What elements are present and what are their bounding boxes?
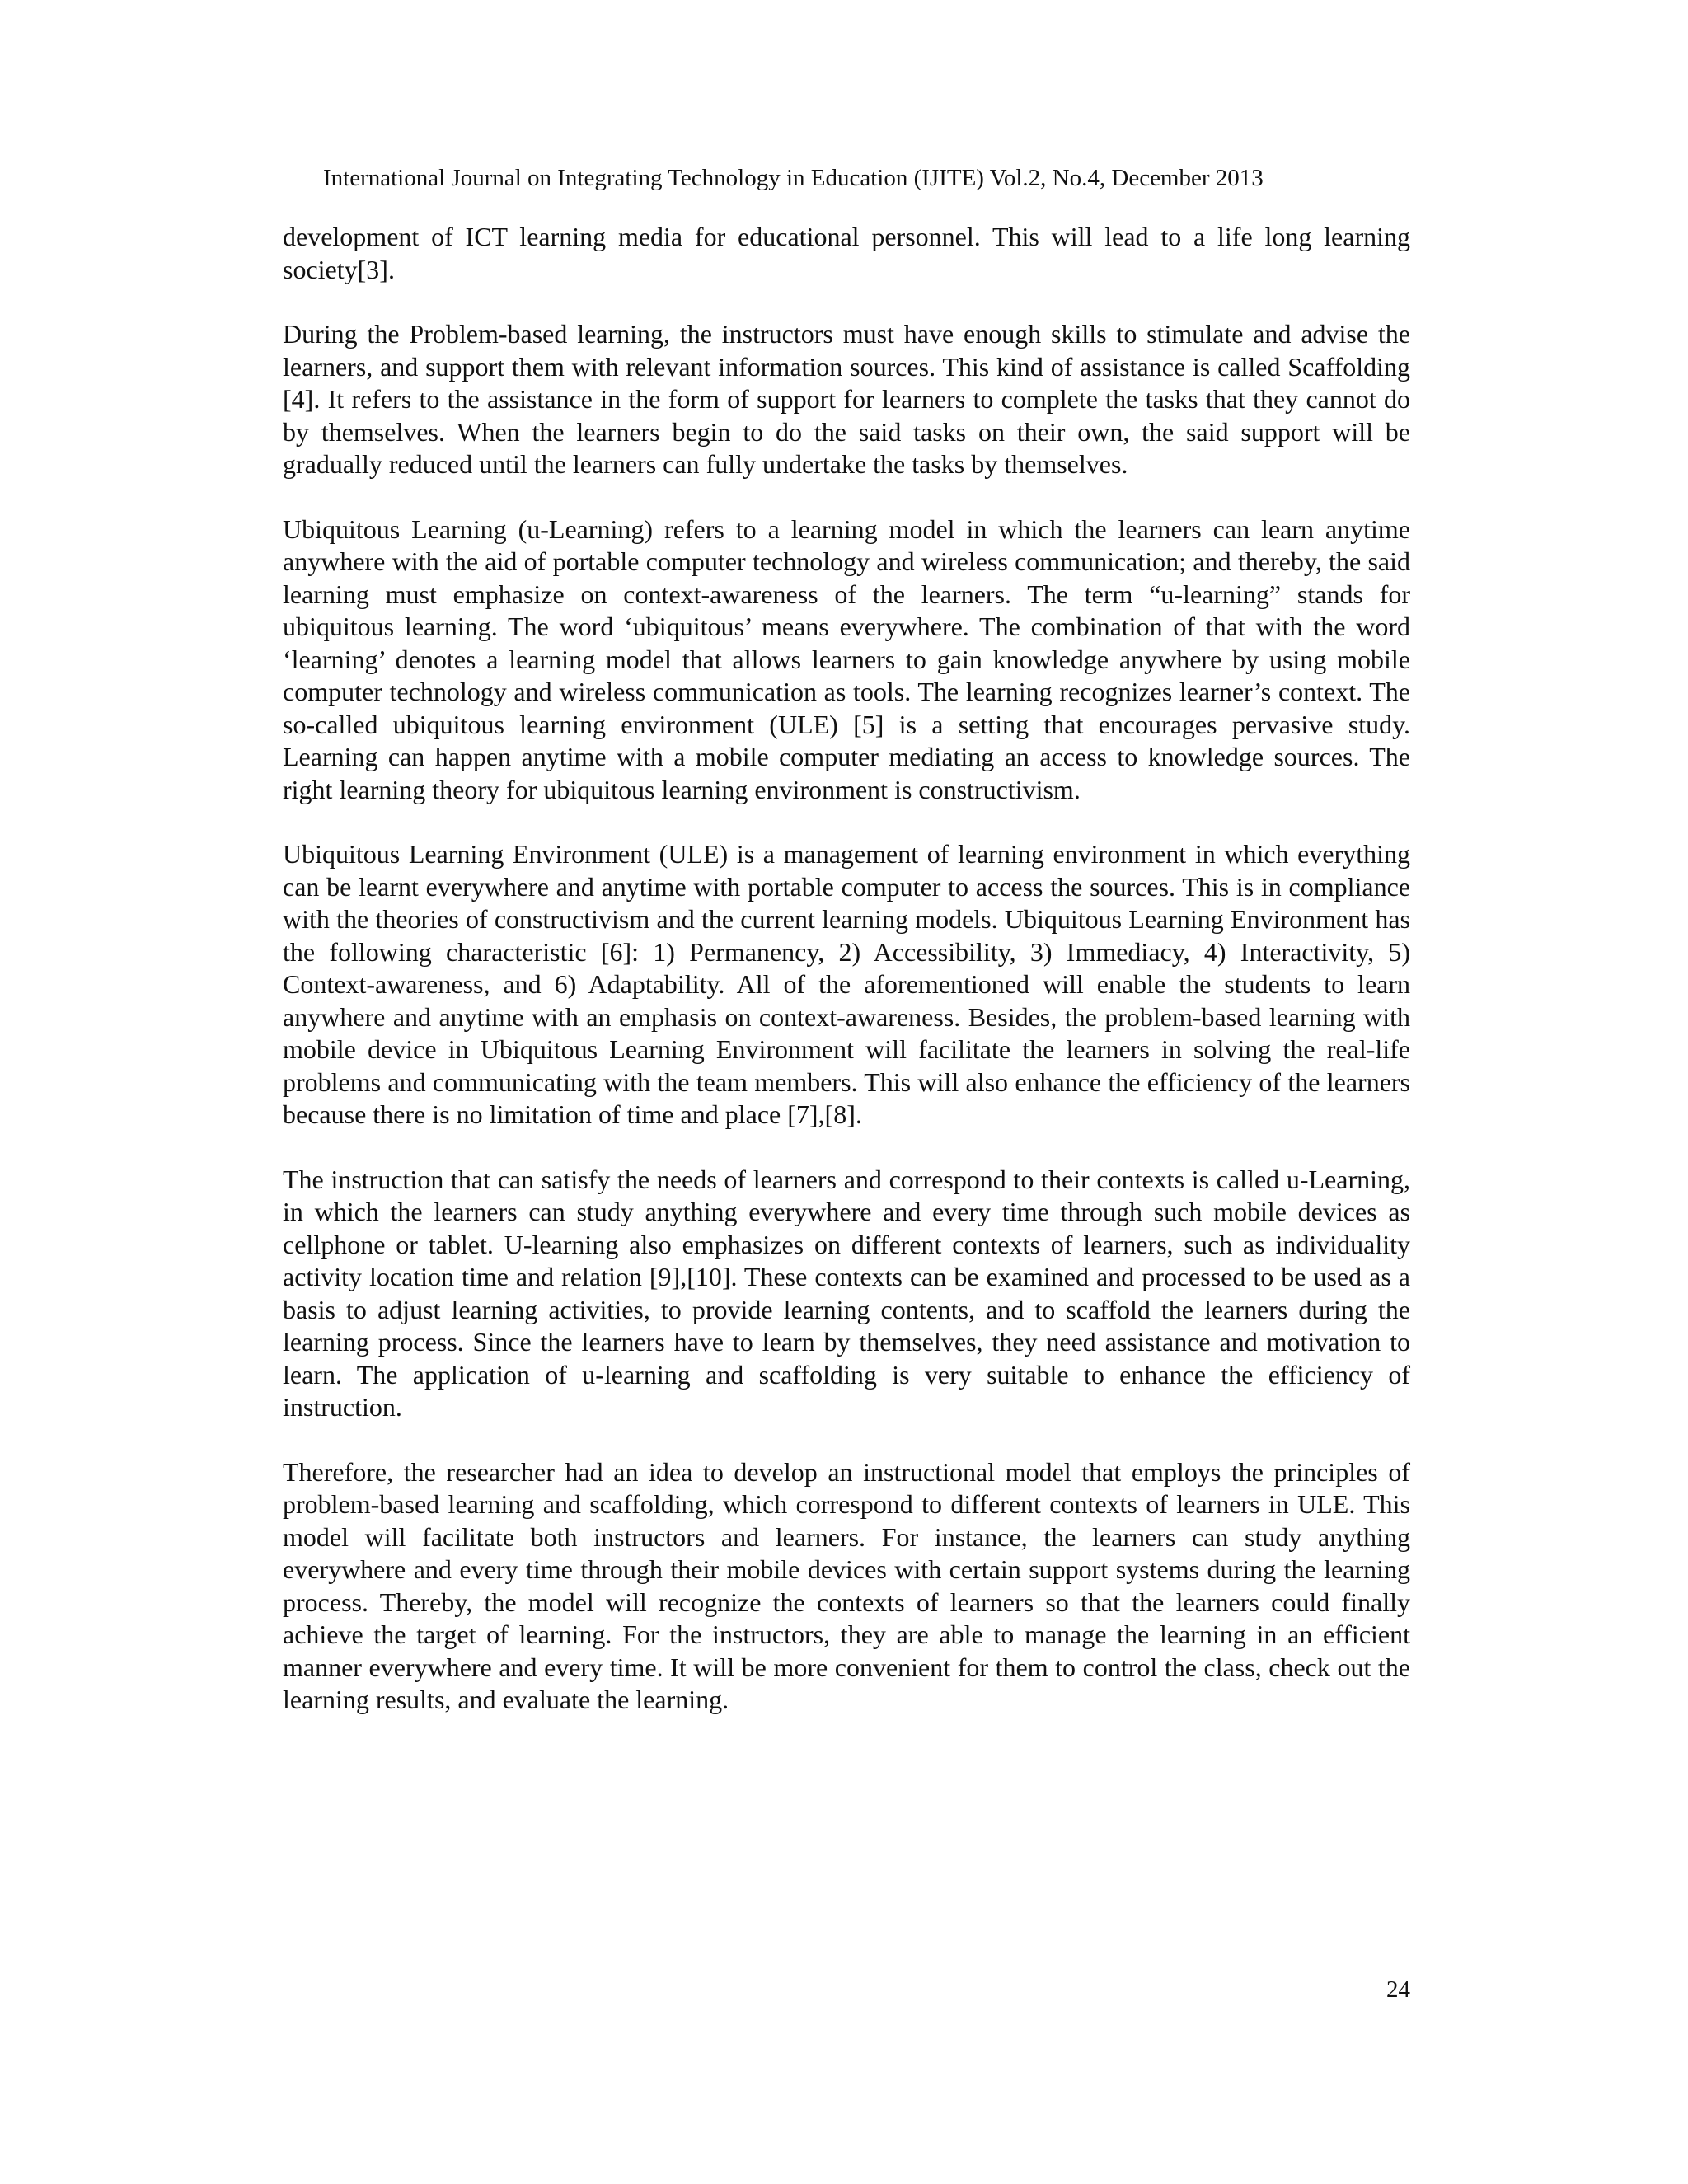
paragraph-ubiquitous-learning: Ubiquitous Learning (u-Learning) refers to a learning model in which the learners can learn anytime anywhere with the aid of portable computer technology and wireless communication; and thereby, the said learning must emphasize on context-awareness of the learners. The term “u-learning” stands for ubiquitous learning. The word ‘ubiquitous’ means everywhere. The combination of that with the word ‘learning’ denotes a learning model that allows learners to gain knowledge anywhere by using mobile computer technology and wireless communication as tools. The learning recognizes learner’s context. The so-called ubiquitous learning environment (ULE) [5] is a setting that encourages pervasive study. Learning can happen anytime with a mobile computer mediating an access to knowledge sources. The right learning theory for ubiquitous learning environment is constructivism. <box>283 513 1410 804</box>
page-number: 24 <box>1386 1976 1410 2003</box>
paragraph-instructional-model: Therefore, the researcher had an idea to develop an instructional model that employs the principles of problem-based learning and scaffolding, which correspond to different contexts of learners in ULE. This model will facilitate both instructors and learners. For instance, the learners can study anything everywhere and every time through their mobile devices with certain support systems during the learning process. Thereby, the model will recognize the contexts of learners so that the learners could finally achieve the target of learning. For the instructors, they are able to manage the learning in an efficient manner everywhere and every time. It will be more convenient for them to control the class, check out the learning results, and evaluate the learning. <box>283 1456 1410 1714</box>
paragraph-scaffolding: During the Problem-based learning, the instructors must have enough skills to stimulate and advise the learners, and support them with relevant information sources. This kind of assistance is called Scaffolding [4]. It refers to the assistance in the form of support for learners to complete the tasks that they cannot do by themselves. When the learners begin to do the said tasks on their own, the said support will be gradually reduced until the learners can fully undertake the tasks by themselves. <box>283 319 1410 479</box>
running-header: International Journal on Integrating Technology in Education (IJITE) Vol.2, No.4, December 2013 <box>323 165 1264 191</box>
paragraph-ule-characteristics: Ubiquitous Learning Environment (ULE) is a management of learning environment in which everything can be learnt everywhere and anytime with portable computer to access the sources. This is in compliance with the theories of constructivism and the current learning models. Ubiquitous Learning Environment has the following characteristic [6]: 1) Permanency, 2) Accessibility, 3) Immediacy, 4) Interactivity, 5) Context-awareness, and 6) Adaptability. All of the aforementioned will enable the students to learn anywhere and anytime with an emphasis on context-awareness. Besides, the problem-based learning with mobile device in Ubiquitous Learning Environment will facilitate the learners in solving the real-life problems and communicating with the team members. This will also enhance the efficiency of the learners because there is no limitation of time and place [7],[8]. <box>283 839 1410 1129</box>
paragraph-ict-learning-media: development of ICT learning media for educational personnel. This will lead to a life long learning society[3]. <box>283 222 1410 284</box>
article-body <box>283 221 1410 1749</box>
paragraph-u-learning-instruction: The instruction that can satisfy the needs of learners and correspond to their contexts is called u-Learning, in which the learners can study anything everywhere and every time through such mobile devices as cellphone or tablet. U-learning also emphasizes on different contexts of learners, such as individuality activity location time and relation [9],[10]. These contexts can be examined and processed to be used as a basis to adjust learning activities, to provide learning contents, and to scaffold the learners during the learning process. Since the learners have to learn by themselves, they need assistance and motivation to learn. The application of u-learning and scaffolding is very suitable to enhance the efficiency of instruction. <box>283 1164 1410 1422</box>
